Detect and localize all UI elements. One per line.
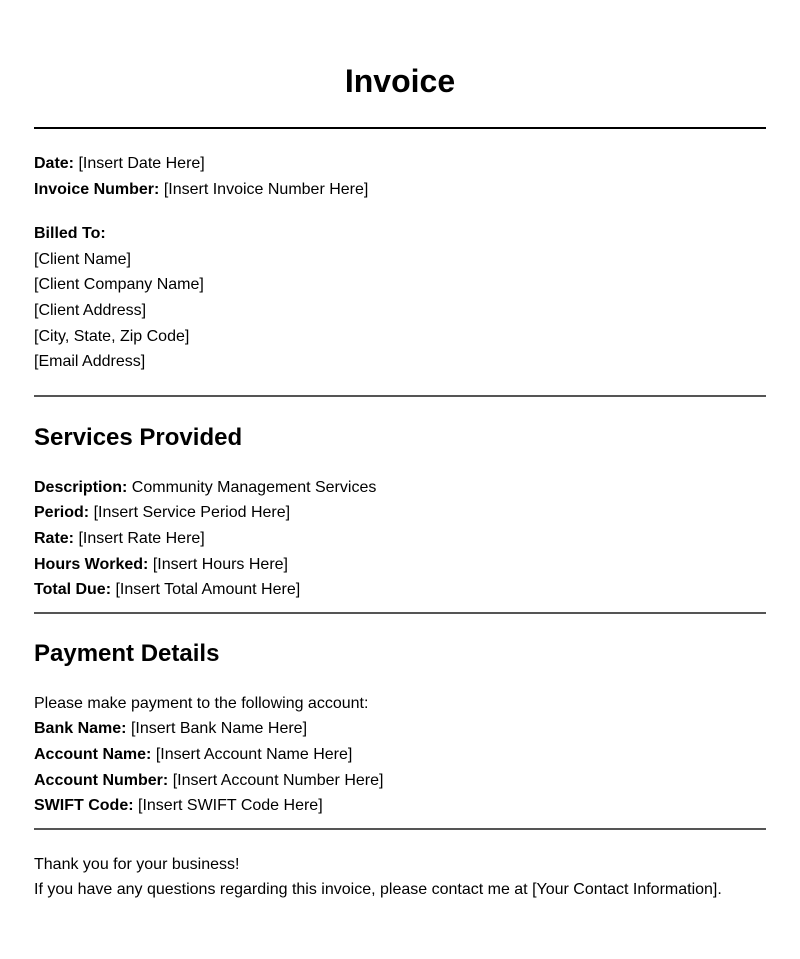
date-line — [34, 151, 766, 177]
client-address: [Client Address] — [34, 301, 147, 319]
invoice-meta — [34, 151, 766, 202]
client-city-state-zip: [City, State, Zip Code] — [34, 327, 190, 345]
title-divider — [34, 127, 766, 129]
date-label: Date: — [34, 155, 75, 172]
thank-you-text: Thank you for your business! — [34, 855, 240, 873]
client-company-name: [Client Company Name] — [34, 276, 204, 294]
swift-code-line: SWIFT Code: [Insert SWIFT Code Here] — [34, 797, 323, 815]
payment-heading: Payment Details — [34, 639, 220, 667]
billed-to-label: Billed To: — [34, 225, 106, 243]
contact-text: If you have any questions regarding this invoice, please contact me at [Your Contact Information]. — [34, 881, 722, 899]
payment-list — [34, 691, 766, 819]
service-description: Description: Community Management Services — [34, 478, 377, 496]
service-rate: Rate: [Insert Rate Here] — [34, 529, 205, 547]
services-heading: Services Provided — [34, 423, 243, 451]
section-divider — [34, 612, 766, 614]
bank-name-line: Bank Name: [Insert Bank Name Here] — [34, 720, 308, 738]
page-title: Invoice — [344, 63, 456, 99]
invoice-number-line — [34, 177, 766, 203]
closing-block — [34, 852, 766, 903]
invoice-number-label: Invoice Number: — [34, 180, 160, 198]
billed-to-block — [34, 221, 766, 375]
client-email: [Email Address] — [34, 353, 146, 371]
service-total-due: Total Due: [Insert Total Amount Here] — [34, 581, 301, 599]
section-divider — [34, 828, 766, 830]
services-list — [34, 475, 766, 603]
payment-intro: Please make payment to the following account: — [34, 694, 369, 712]
section-divider — [34, 395, 766, 397]
date-value: [Insert Date Here] — [78, 155, 205, 172]
client-name: [Client Name] — [34, 250, 131, 268]
account-number-line: Account Number: [Insert Account Number Here] — [34, 771, 384, 789]
service-period: Period: [Insert Service Period Here] — [34, 504, 291, 522]
invoice-number-value: [Insert Invoice Number Here] — [163, 180, 369, 198]
account-name-line: Account Name: [Insert Account Name Here] — [34, 745, 353, 763]
invoice-document — [34, 0, 766, 903]
service-hours-worked: Hours Worked: [Insert Hours Here] — [34, 555, 288, 573]
